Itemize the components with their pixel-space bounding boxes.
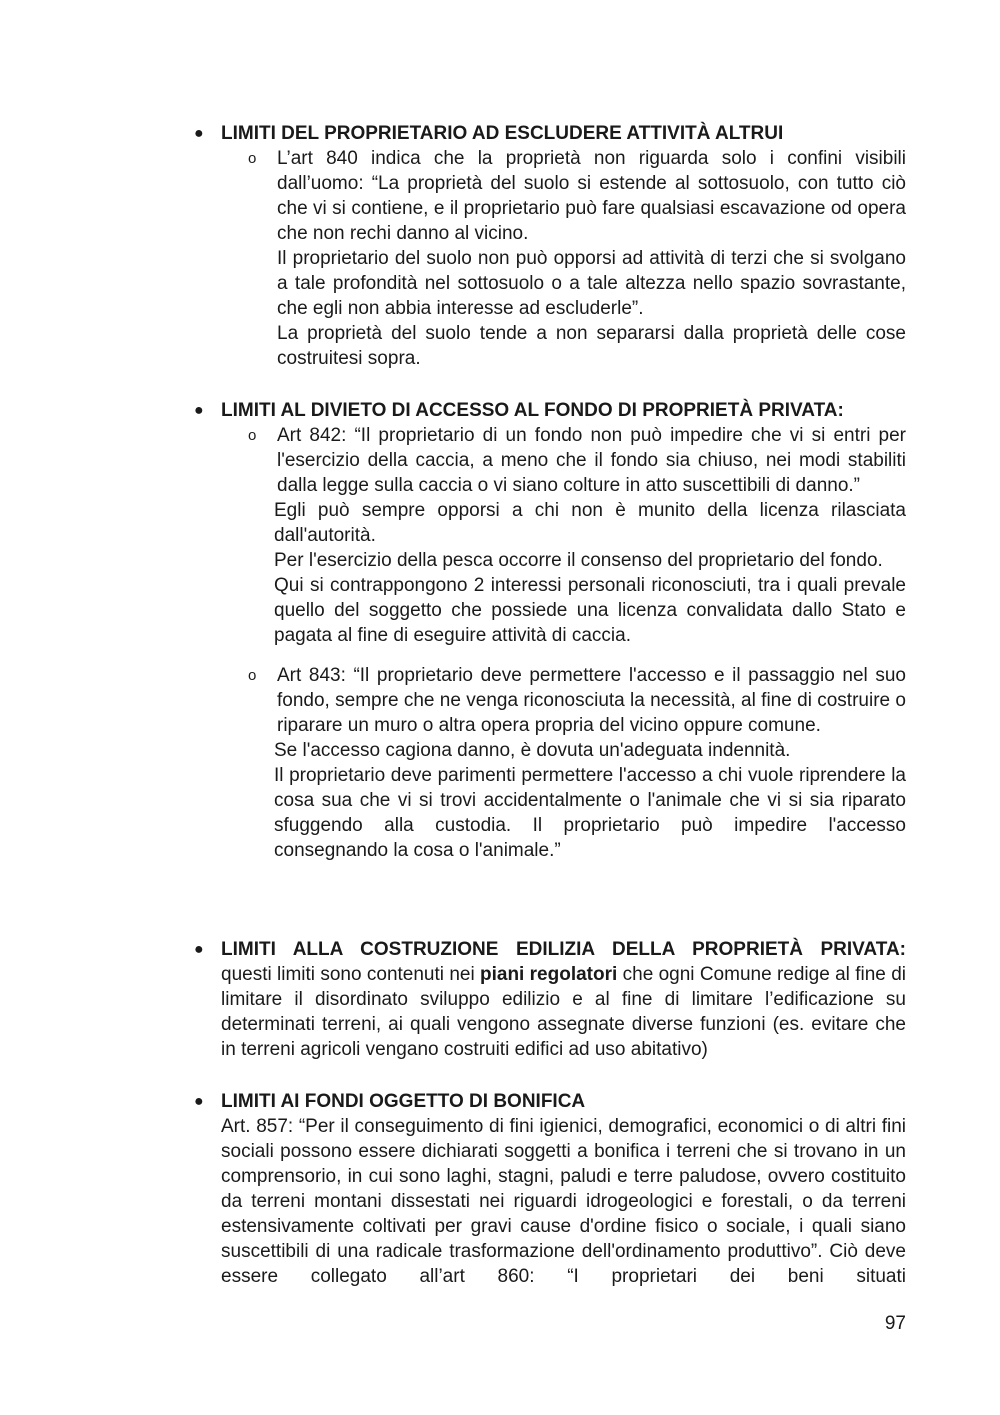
sub-item-art-842 [248, 423, 906, 648]
section-body: Art. 857: “Per il conseguimento di fini igienici, demografici, economici o di altri fini sociali possono essere dichiarati soggetti a bonifica i terreni che si trovano in un comprensorio, in cui sono laghi, stagni, paludi e terre paludose, ovvero costituito da terreni montani dissestati nei riguardi idrogeologici e forestali, o da terreni estensivamente coltivati per gravi cause d'ordine fisico o sociale, i quali siano suscettibili di una radicale trasformazione dell'ordinamento produttivo”. Ciò deve essere collegato all’art 860: “I proprietari dei beni situati [221, 1116, 906, 1287]
bullet-icon: ● [194, 125, 204, 142]
section-body [221, 962, 906, 1062]
body-text: questi limiti sono contenuti nei [221, 964, 480, 985]
paragraph: Qui si contrappongono 2 interessi personali riconosciuti, tra i quali prevale quello del soggetto che possiede una licenza convalidata dallo Stato e pagata al fine di eseguire attività di caccia. [274, 575, 906, 646]
paragraph: La proprietà del suolo tende a non separarsi dalla proprietà delle cose costruitesi sopra. [277, 323, 906, 369]
paragraph: Egli può sempre opporsi a chi non è munito della licenza rilasciata dall'autorità. [274, 500, 906, 546]
body-text: che ogni Comune redige al fine di limitare il disordinato sviluppo edilizio e al fine di limitare l’edificazione su determinati terreni, ai quali vengono assegnate diverse funzioni (es. evitare che in terreni agricoli vengano costruiti edifici ad uso abitativo) [221, 964, 906, 1060]
sub-item-text: Art 843: “Il proprietario deve permettere l'accesso e il passaggio nel suo fondo, sempre che ne venga riconosciuta la necessità, al fine di costruire o riparare un muro o altra opera propria del vicino oppure comune. [277, 665, 906, 736]
hollow-bullet-icon: o [248, 150, 257, 167]
sub-item-text: L’art 840 indica che la proprietà non riguarda solo i confini visibili dall’uomo: “La proprietà del suolo si estende al sottosuolo, con tutto ciò che vi si contiene, e il proprietario può fare qualsiasi escavazione od opera che non rechi danno al vicino. [277, 148, 906, 244]
bullet-icon: ● [194, 402, 204, 419]
section-divieto-accesso [190, 398, 906, 863]
body-bold-text: piani regolatori [480, 964, 618, 985]
section-heading: LIMITI ALLA COSTRUZIONE EDILIZIA DELLA PROPRIETÀ PRIVATA: [221, 939, 906, 960]
bullet-icon: ● [194, 941, 204, 958]
sub-item-art-840 [248, 146, 906, 371]
paragraph: Se l'accesso cagiona danno, è dovuta un'adeguata indennità. [274, 740, 791, 761]
sub-item-text: Art 842: “Il proprietario di un fondo non può impedire che vi si entri per l'esercizio della caccia, a meno che il fondo sia chiuso, nei modi stabiliti dalla legge sulla caccia o vi siano colture in atto suscettibili di danno.” [277, 425, 906, 496]
bullet-icon: ● [194, 1093, 204, 1110]
hollow-bullet-icon: o [248, 667, 257, 684]
paragraph: Il proprietario del suolo non può opporsi ad attività di terzi che si svolgano a tale profondità nel sottosuolo o a tale altezza nello spazio sovrastante, che egli non abbia interesse ad escluderle”. [277, 248, 906, 319]
paragraph: Per l'esercizio della pesca occorre il consenso del proprietario del fondo. [274, 550, 883, 571]
paragraph: Il proprietario deve parimenti permettere l'accesso a chi vuole riprendere la cosa sua che vi si trovi accidentalmente o l'animale che vi si sia riparato sfuggendo alla custodia. Il proprietario può impedire l'accesso consegnando la cosa o l'animale.” [274, 765, 906, 861]
page-number: 97 [884, 1313, 906, 1334]
section-proprietario-escludere [190, 121, 906, 371]
section-costruzione-edilizia [190, 937, 906, 1062]
section-fondi-bonifica [190, 1089, 906, 1289]
section-heading: LIMITI AL DIVIETO DI ACCESSO AL FONDO DI PROPRIETÀ PRIVATA: [221, 400, 844, 421]
hollow-bullet-icon: o [248, 427, 257, 444]
section-heading: LIMITI AI FONDI OGGETTO DI BONIFICA [221, 1091, 586, 1112]
sub-item-art-843 [248, 663, 906, 863]
section-heading: LIMITI DEL PROPRIETARIO AD ESCLUDERE ATTIVITÀ ALTRUI [221, 123, 784, 144]
